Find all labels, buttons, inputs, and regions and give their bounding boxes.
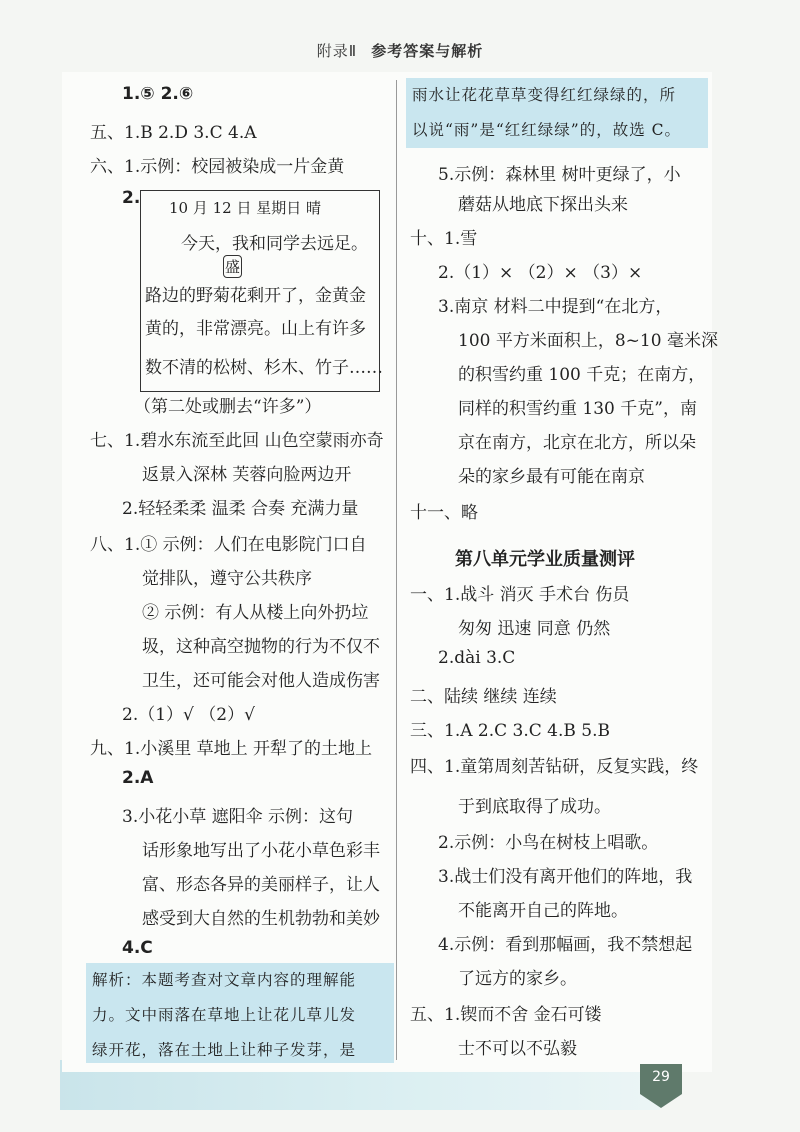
- analysis-note-continued: [406, 78, 708, 148]
- analysis-line: 解析：本题考查对文章内容的理解能: [92, 971, 357, 989]
- answer-line: （第二处或删去“许多”）: [134, 397, 322, 417]
- answer-line: 五、1.锲而不舍 金石可镂: [410, 1005, 602, 1025]
- answer-line: 3.小花小草 遮阳伞 示例：这句: [122, 807, 354, 827]
- answer-line: 2.（1）× （2）× （3）×: [438, 263, 643, 283]
- answer-line: 2.示例：小鸟在树枝上唱歌。: [438, 833, 659, 853]
- answer-line: 十、1.雪: [410, 229, 478, 249]
- answer-line: 富、形态各异的美丽样子，让人: [142, 875, 380, 895]
- diary-line: 今天，我和同学去远足。: [181, 234, 368, 254]
- answer-line: 3.南京 材料二中提到“在北方，: [438, 297, 673, 317]
- answer-line: ② 示例：有人从楼上向外扔垃: [142, 603, 369, 623]
- answer-line: 3.战士们没有离开他们的阵地，我: [438, 867, 693, 887]
- diary-date: 10 月 12 日 星期日 晴: [169, 199, 322, 217]
- page-number: 29: [640, 1064, 682, 1094]
- answer-line: 不能离开自己的阵地。: [458, 901, 628, 921]
- answer-line: 一、1.战斗 消灭 手术台 伤员: [410, 585, 630, 605]
- answer-line: 话形象地写出了小花小草色彩丰: [142, 841, 380, 861]
- answer-line: 京在南方，北京在北方，所以朵: [458, 433, 696, 453]
- diary-line: 路边的野菊花剩开了，金黄金: [145, 286, 366, 306]
- answer-line: 圾，这种高空抛物的行为不仅不: [142, 637, 380, 657]
- answer-line: 觉排队，遵守公共秩序: [142, 569, 312, 589]
- header-title: 参考答案与解析: [371, 42, 484, 60]
- answer-line: 2.dài 3.C: [438, 648, 516, 668]
- answer-line: 2.（1）√ （2）√: [122, 705, 255, 725]
- section-title: 第八单元学业质量测评: [455, 549, 635, 570]
- appendix-label: 附录Ⅱ: [316, 42, 358, 60]
- answer-line: 八、1.① 示例：人们在电影院门口自: [90, 535, 367, 555]
- answer-line: 于到底取得了成功。: [458, 797, 611, 817]
- answer-line: 4.示例：看到那幅画，我不禁想起: [438, 935, 693, 955]
- answer-line: 的积雪约重 100 千克；在南方，: [458, 365, 706, 385]
- diary-correction-box: [140, 190, 383, 392]
- diary-line: 黄的，非常漂亮。山上有许多: [145, 319, 366, 339]
- answer-line: 5.示例：森林里 树叶更绿了，小: [438, 165, 681, 185]
- answer-line: 同样的积雪约重 130 千克”，南: [458, 399, 697, 419]
- answer-line: 朵的家乡最有可能在南京: [458, 467, 645, 487]
- answer-line: 士不可以不弘毅: [458, 1039, 577, 1059]
- answer-line: 蘑菇从地底下探出头来: [458, 195, 628, 215]
- analysis-line: 绿开花，落在土地上让种子发芽，是: [92, 1041, 357, 1059]
- answer-line: 2.轻轻柔柔 温柔 合奏 充满力量: [122, 499, 359, 519]
- answer-line: 4.C: [122, 938, 153, 958]
- analysis-note: [86, 963, 394, 1063]
- analysis-line: 以说“雨”是“红红绿绿”的，故选 C。: [412, 121, 681, 139]
- answer-line: 返景入深林 芙蓉向脸两边开: [142, 465, 352, 485]
- answer-line: 十一、略: [410, 503, 478, 523]
- answer-line: 九、1.小溪里 草地上 开犁了的土地上: [90, 739, 373, 759]
- insertion-mark: 盛: [223, 255, 242, 278]
- answer-line: 卫生，还可能会对他人造成伤害: [142, 671, 380, 691]
- answer-line: 三、1.A 2.C 3.C 4.B 5.B: [410, 721, 610, 741]
- answer-line: 匆匆 迅速 同意 仍然: [458, 619, 611, 639]
- answer-line: 七、1.碧水东流至此回 山色空蒙雨亦奇: [90, 431, 384, 451]
- analysis-line: 雨水让花花草草变得红红绿绿的，所: [412, 86, 677, 104]
- analysis-line: 力。文中雨落在草地上让花儿草儿发: [92, 1006, 357, 1024]
- answer-line: 2.A: [122, 768, 154, 788]
- diary-line: 数不清的松树、杉木、竹子……: [145, 358, 383, 378]
- answer-line: 100 平方米面积上，8~10 毫米深: [458, 331, 718, 351]
- answer-line: 四、1.童第周刻苦钻研，反复实践，终: [410, 757, 699, 777]
- answer-line: 感受到大自然的生机勃勃和美妙: [142, 909, 380, 929]
- answer-line: 二、陆续 继续 连续: [410, 687, 557, 707]
- answer-line: 1.⑤ 2.⑥: [122, 84, 194, 104]
- answer-line: 六、1.示例：校园被染成一片金黄: [90, 157, 345, 177]
- page-header: [0, 40, 800, 61]
- answer-line: 2.: [122, 188, 141, 208]
- answer-line: 了远方的家乡。: [458, 969, 577, 989]
- column-divider: [396, 80, 397, 1060]
- answer-line: 五、1.B 2.D 3.C 4.A: [90, 123, 257, 143]
